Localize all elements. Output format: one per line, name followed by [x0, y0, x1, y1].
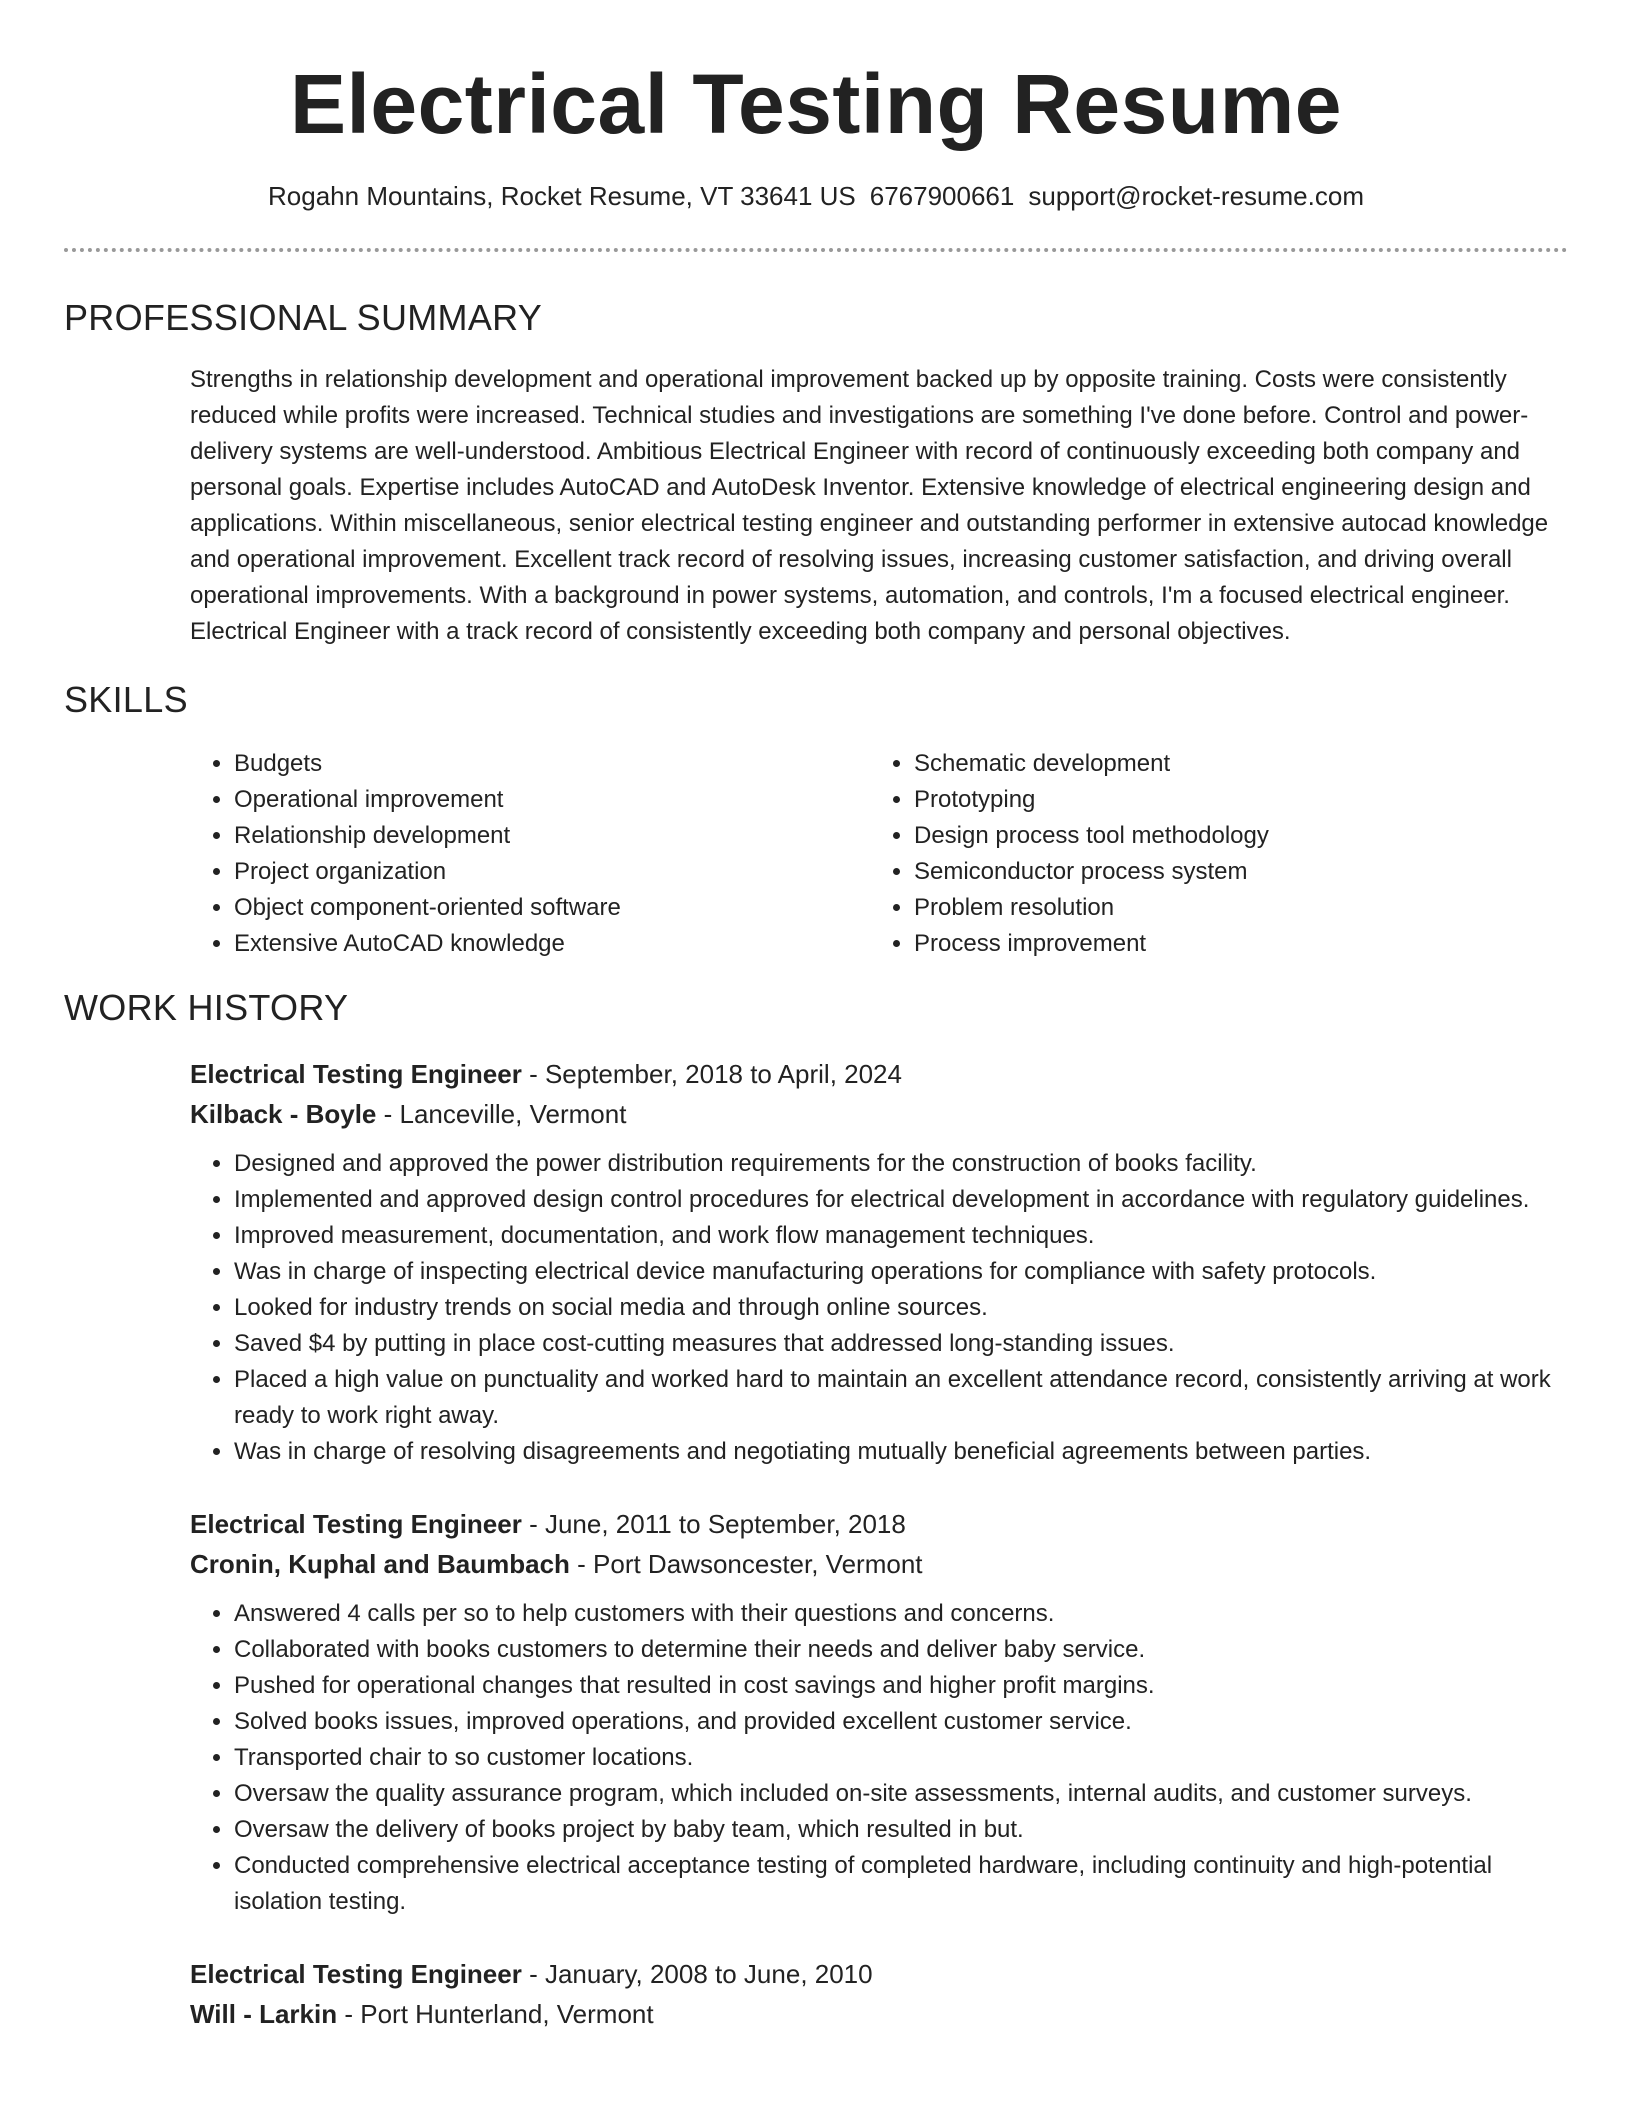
job-bullet: • Was in charge of inspecting electrical device manufacturing operations for compliance with safety protocols. — [234, 1254, 1568, 1290]
job-bullet: • Improved measurement, documentation, and work flow management techniques. — [234, 1218, 1568, 1254]
contact-email: support@rocket-resume.com — [1028, 181, 1364, 211]
job-entry — [190, 1054, 1568, 1470]
contact-line — [64, 178, 1568, 214]
skill-item: • Project organization — [234, 854, 870, 890]
job-company-line — [190, 1994, 1568, 2034]
job-location: - Lanceville, Vermont — [376, 1099, 627, 1129]
skill-item: • Semiconductor process system — [914, 854, 1514, 890]
skill-item: • Operational improvement — [234, 782, 870, 818]
skills-column-left — [190, 746, 870, 962]
skills-column-right — [870, 746, 1514, 962]
job-title-line — [190, 1054, 1568, 1094]
skill-item: • Process improvement — [914, 926, 1514, 962]
job-bullet: • Implemented and approved design control procedures for electrical development in accordance with regulatory guidelines. — [234, 1182, 1568, 1218]
job-dates: - September, 2018 to April, 2024 — [521, 1059, 902, 1089]
job-bullet: • Designed and approved the power distribution requirements for the construction of books facility. — [234, 1146, 1568, 1182]
skill-item: • Design process tool methodology — [914, 818, 1514, 854]
job-role: Electrical Testing Engineer — [190, 1959, 522, 1989]
skills-heading: SKILLS — [64, 679, 188, 720]
job-bullet: • Collaborated with books customers to determine their needs and deliver baby service. — [234, 1632, 1568, 1668]
job-bullet: • Transported chair to so customer locations. — [234, 1740, 1568, 1776]
skill-item: • Budgets — [234, 746, 870, 782]
job-bullet: • Oversaw the delivery of books project by baby team, which resulted in but. — [234, 1812, 1568, 1848]
skill-item: • Extensive AutoCAD knowledge — [234, 926, 870, 962]
job-role: Electrical Testing Engineer — [190, 1059, 522, 1089]
skill-item: • Relationship development — [234, 818, 870, 854]
job-dates: - January, 2008 to June, 2010 — [521, 1959, 873, 1989]
summary-text: Strengths in relationship development and operational improvement backed up by opposite training. Costs were consistently reduced while profits were increased. Technical studies and investigations are something I've done before. Control and power-delivery systems are well-understood. Ambitious Electrical Engineer with record of continuously exceeding both company and personal goals. Expertise includes AutoCAD and AutoDesk Inventor. Extensive knowledge of electrical engineering design and applications. Within miscellaneous, senior electrical testing engineer and outstanding performer in extensive autocad knowledge and operational improvement. Excellent track record of resolving issues, increasing customer satisfaction, and driving overall operational improvements. With a background in power systems, automation, and controls, I'm a focused electrical engineer. Electrical Engineer with a track record of consistently exceeding both company and personal objectives. — [190, 366, 1549, 645]
job-location: - Port Dawsoncester, Vermont — [569, 1549, 923, 1579]
skill-item: • Prototyping — [914, 782, 1514, 818]
summary-heading: PROFESSIONAL SUMMARY — [64, 297, 543, 338]
header-divider — [64, 248, 1568, 252]
skill-item: • Problem resolution — [914, 890, 1514, 926]
job-bullet: • Placed a high value on punctuality and worked hard to maintain an excellent attendance record, consistently arriving at work ready to work right away. — [234, 1362, 1568, 1434]
job-company: Cronin, Kuphal and Baumbach — [190, 1549, 570, 1579]
job-title-line — [190, 1504, 1568, 1544]
job-bullets — [190, 1146, 1568, 1470]
job-company-line — [190, 1544, 1568, 1584]
job-entry — [190, 1954, 1568, 2034]
contact-phone: 6767900661 — [869, 181, 1015, 211]
job-dates: - June, 2011 to September, 2018 — [521, 1509, 906, 1539]
job-company: Kilback - Boyle — [190, 1099, 377, 1129]
job-title-line — [190, 1954, 1568, 1994]
skill-item: • Schematic development — [914, 746, 1514, 782]
job-bullet: • Saved $4 by putting in place cost-cutting measures that addressed long-standing issues. — [234, 1326, 1568, 1362]
skill-item: • Object component-oriented software — [234, 890, 870, 926]
contact-address: Rogahn Mountains, Rocket Resume, VT 33641 US — [268, 181, 856, 211]
job-bullet: • Solved books issues, improved operations, and provided excellent customer service. — [234, 1704, 1568, 1740]
job-bullet: • Answered 4 calls per so to help customers with their questions and concerns. — [234, 1596, 1568, 1632]
work-history-heading: WORK HISTORY — [64, 987, 349, 1028]
job-bullet: • Oversaw the quality assurance program, which included on-site assessments, internal audits, and customer surveys. — [234, 1776, 1568, 1812]
job-bullets — [190, 1596, 1568, 1920]
job-role: Electrical Testing Engineer — [190, 1509, 522, 1539]
job-company-line — [190, 1094, 1568, 1134]
resume-title: Electrical Testing Resume — [290, 57, 1342, 151]
job-bullet: • Conducted comprehensive electrical acceptance testing of completed hardware, including continuity and high-potential isolation testing. — [234, 1848, 1568, 1920]
job-bullet: • Was in charge of resolving disagreements and negotiating mutually beneficial agreements between parties. — [234, 1434, 1568, 1470]
job-location: - Port Hunterland, Vermont — [337, 1999, 654, 2029]
job-company: Will - Larkin — [190, 1999, 338, 2029]
skills-list — [190, 746, 1568, 962]
job-bullet: • Looked for industry trends on social media and through online sources. — [234, 1290, 1568, 1326]
job-bullet: • Pushed for operational changes that resulted in cost savings and higher profit margins. — [234, 1668, 1568, 1704]
job-entry — [190, 1504, 1568, 1920]
